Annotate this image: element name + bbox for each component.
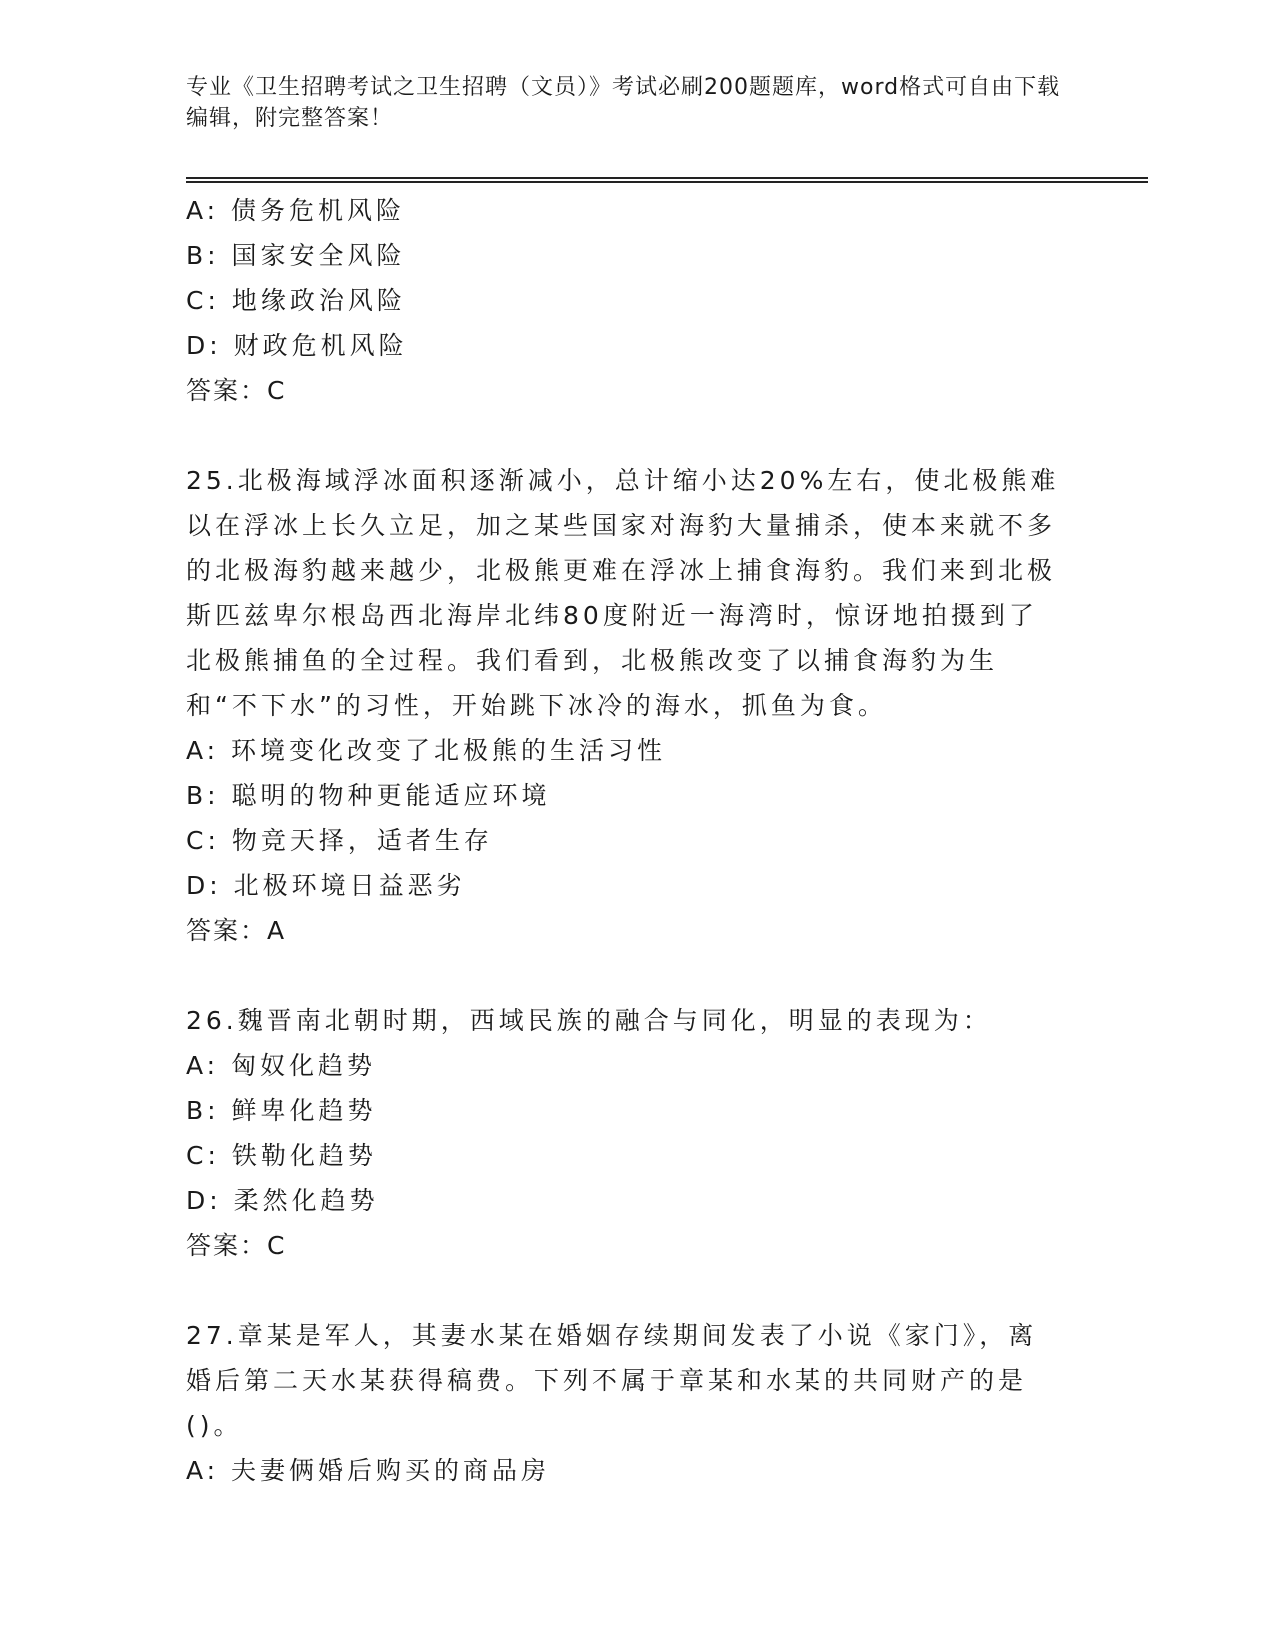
- option-a: A: 环境变化改变了北极熊的生活习性: [186, 736, 667, 765]
- answer-line: 答案：C: [186, 376, 287, 405]
- option-a: A: 债务危机风险: [186, 196, 406, 225]
- option-c: C: 铁勒化趋势: [186, 1141, 377, 1170]
- option-d: D: 财政危机风险: [186, 331, 408, 360]
- document-header-title: 专业《卫生招聘考试之卫生招聘（文员）》考试必刷200题题库，word格式可自由下载编辑，附完整答案！: [186, 75, 1061, 131]
- answer-line: 答案：A: [186, 916, 287, 945]
- option-b: B: 国家安全风险: [186, 241, 406, 270]
- option-a: A: 夫妻俩婚后购买的商品房: [186, 1456, 551, 1485]
- option-c: C: 地缘政治风险: [186, 286, 406, 315]
- option-b: B: 鲜卑化趋势: [186, 1096, 377, 1125]
- question-27-block: [186, 1313, 1086, 1493]
- option-c: C: 物竞天择，适者生存: [186, 826, 493, 855]
- question-content: [186, 188, 1086, 1493]
- header-divider-top: [186, 177, 1148, 179]
- question-text: 26.魏晋南北朝时期，西域民族的融合与同化，明显的表现为：: [186, 1006, 992, 1035]
- header-divider-bottom: [186, 181, 1148, 183]
- option-b: B: 聪明的物种更能适应环境: [186, 781, 551, 810]
- question-text: 27.章某是军人，其妻水某在婚姻存续期间发表了小说《家门》，离婚后第二天水某获得稿费。下列不属于章某和水某的共同财产的是()。: [186, 1321, 1038, 1440]
- question-text: 25.北极海域浮冰面积逐渐减小，总计缩小达20%左右，使北极熊难以在浮冰上长久立足，加之某些国家对海豹大量捕杀，使本来就不多的北极海豹越来越少，北极熊更难在浮冰上捕食海豹。我们来到北极斯匹兹卑尔根岛西北海岸北纬80度附近一海湾时，惊讶地拍摄到了北极熊捕鱼的全过程。我们看到，北极熊改变了以捕食海豹为生和“不下水”的习性，开始跳下冰冷的海水，抓鱼为食。: [186, 466, 1060, 720]
- previous-question-block: [186, 188, 1086, 413]
- option-a: A: 匈奴化趋势: [186, 1051, 377, 1080]
- answer-line: 答案：C: [186, 1231, 287, 1260]
- question-25-block: [186, 458, 1086, 953]
- question-26-block: [186, 998, 1086, 1268]
- option-d: D: 柔然化趋势: [186, 1186, 379, 1215]
- option-d: D: 北极环境日益恶劣: [186, 871, 466, 900]
